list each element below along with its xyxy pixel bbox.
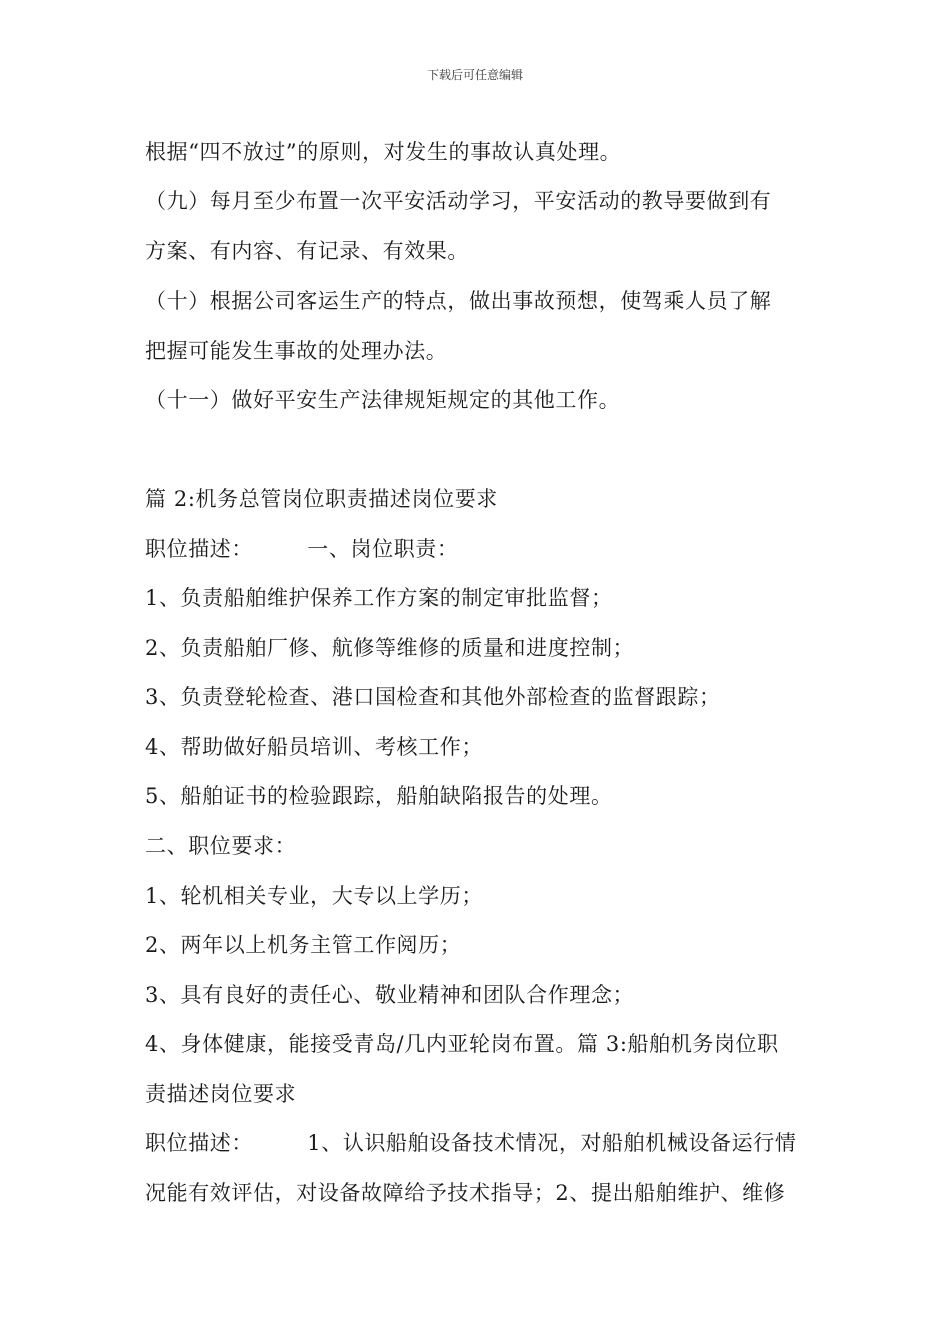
paragraph-line: 方案、有内容、有记录、有效果。: [145, 239, 469, 263]
list-item: 2、负责船舶厂修、航修等维修的质量和进度控制；: [145, 636, 635, 660]
paragraph-line: 把握可能发生事故的处理办法。: [145, 339, 448, 363]
list-item: 5、船舶证书的检验跟踪，船舶缺陷报告的处理。: [145, 784, 613, 808]
paragraph-line: 职位描述： 1、认识船舶设备技术情况，对船舶机械设备运行情: [145, 1131, 797, 1155]
page-header: 下载后可任意编辑: [426, 68, 523, 82]
paragraph-line: （十）根据公司客运生产的特点，做出事故预想，使驾乘人员了解: [145, 289, 772, 313]
paragraph-line: （九）每月至少布置一次平安活动学习，平安活动的教导要做到有: [145, 189, 772, 213]
paragraph-line: （十一）做好平安生产法律规矩规定的其他工作。: [145, 388, 621, 412]
list-item: 4、帮助做好船员培训、考核工作；: [145, 735, 483, 759]
list-item: 1、负责船舶维护保养工作方案的制定审批监督；: [145, 586, 613, 610]
paragraph-line: 二、职位要求：: [145, 834, 297, 858]
paragraph-line: 职位描述： 一、岗位职责：: [145, 537, 459, 561]
list-item: 3、具有良好的责任心、敬业精神和团队合作理念；: [145, 983, 635, 1007]
paragraph-line: 况能有效评估，对设备故障给予技术指导；2、提出船舶维护、维修: [145, 1181, 786, 1205]
list-item: 1、轮机相关专业，大专以上学历；: [145, 884, 483, 908]
section-heading: 篇 2:机务总管岗位职责描述岗位要求: [145, 487, 498, 511]
list-item: 2、两年以上机务主管工作阅历；: [145, 933, 462, 957]
paragraph-line: 根据“四不放过”的原则，对发生的事故认真处理。: [145, 140, 622, 164]
list-item: 3、负责登轮检查、港口国检查和其他外部检查的监督跟踪；: [145, 685, 721, 709]
paragraph-line: 责描述岗位要求: [145, 1082, 297, 1106]
list-item: 4、身体健康，能接受青岛/几内亚轮岗布置。篇 3:船舶机务岗位职: [145, 1032, 779, 1056]
